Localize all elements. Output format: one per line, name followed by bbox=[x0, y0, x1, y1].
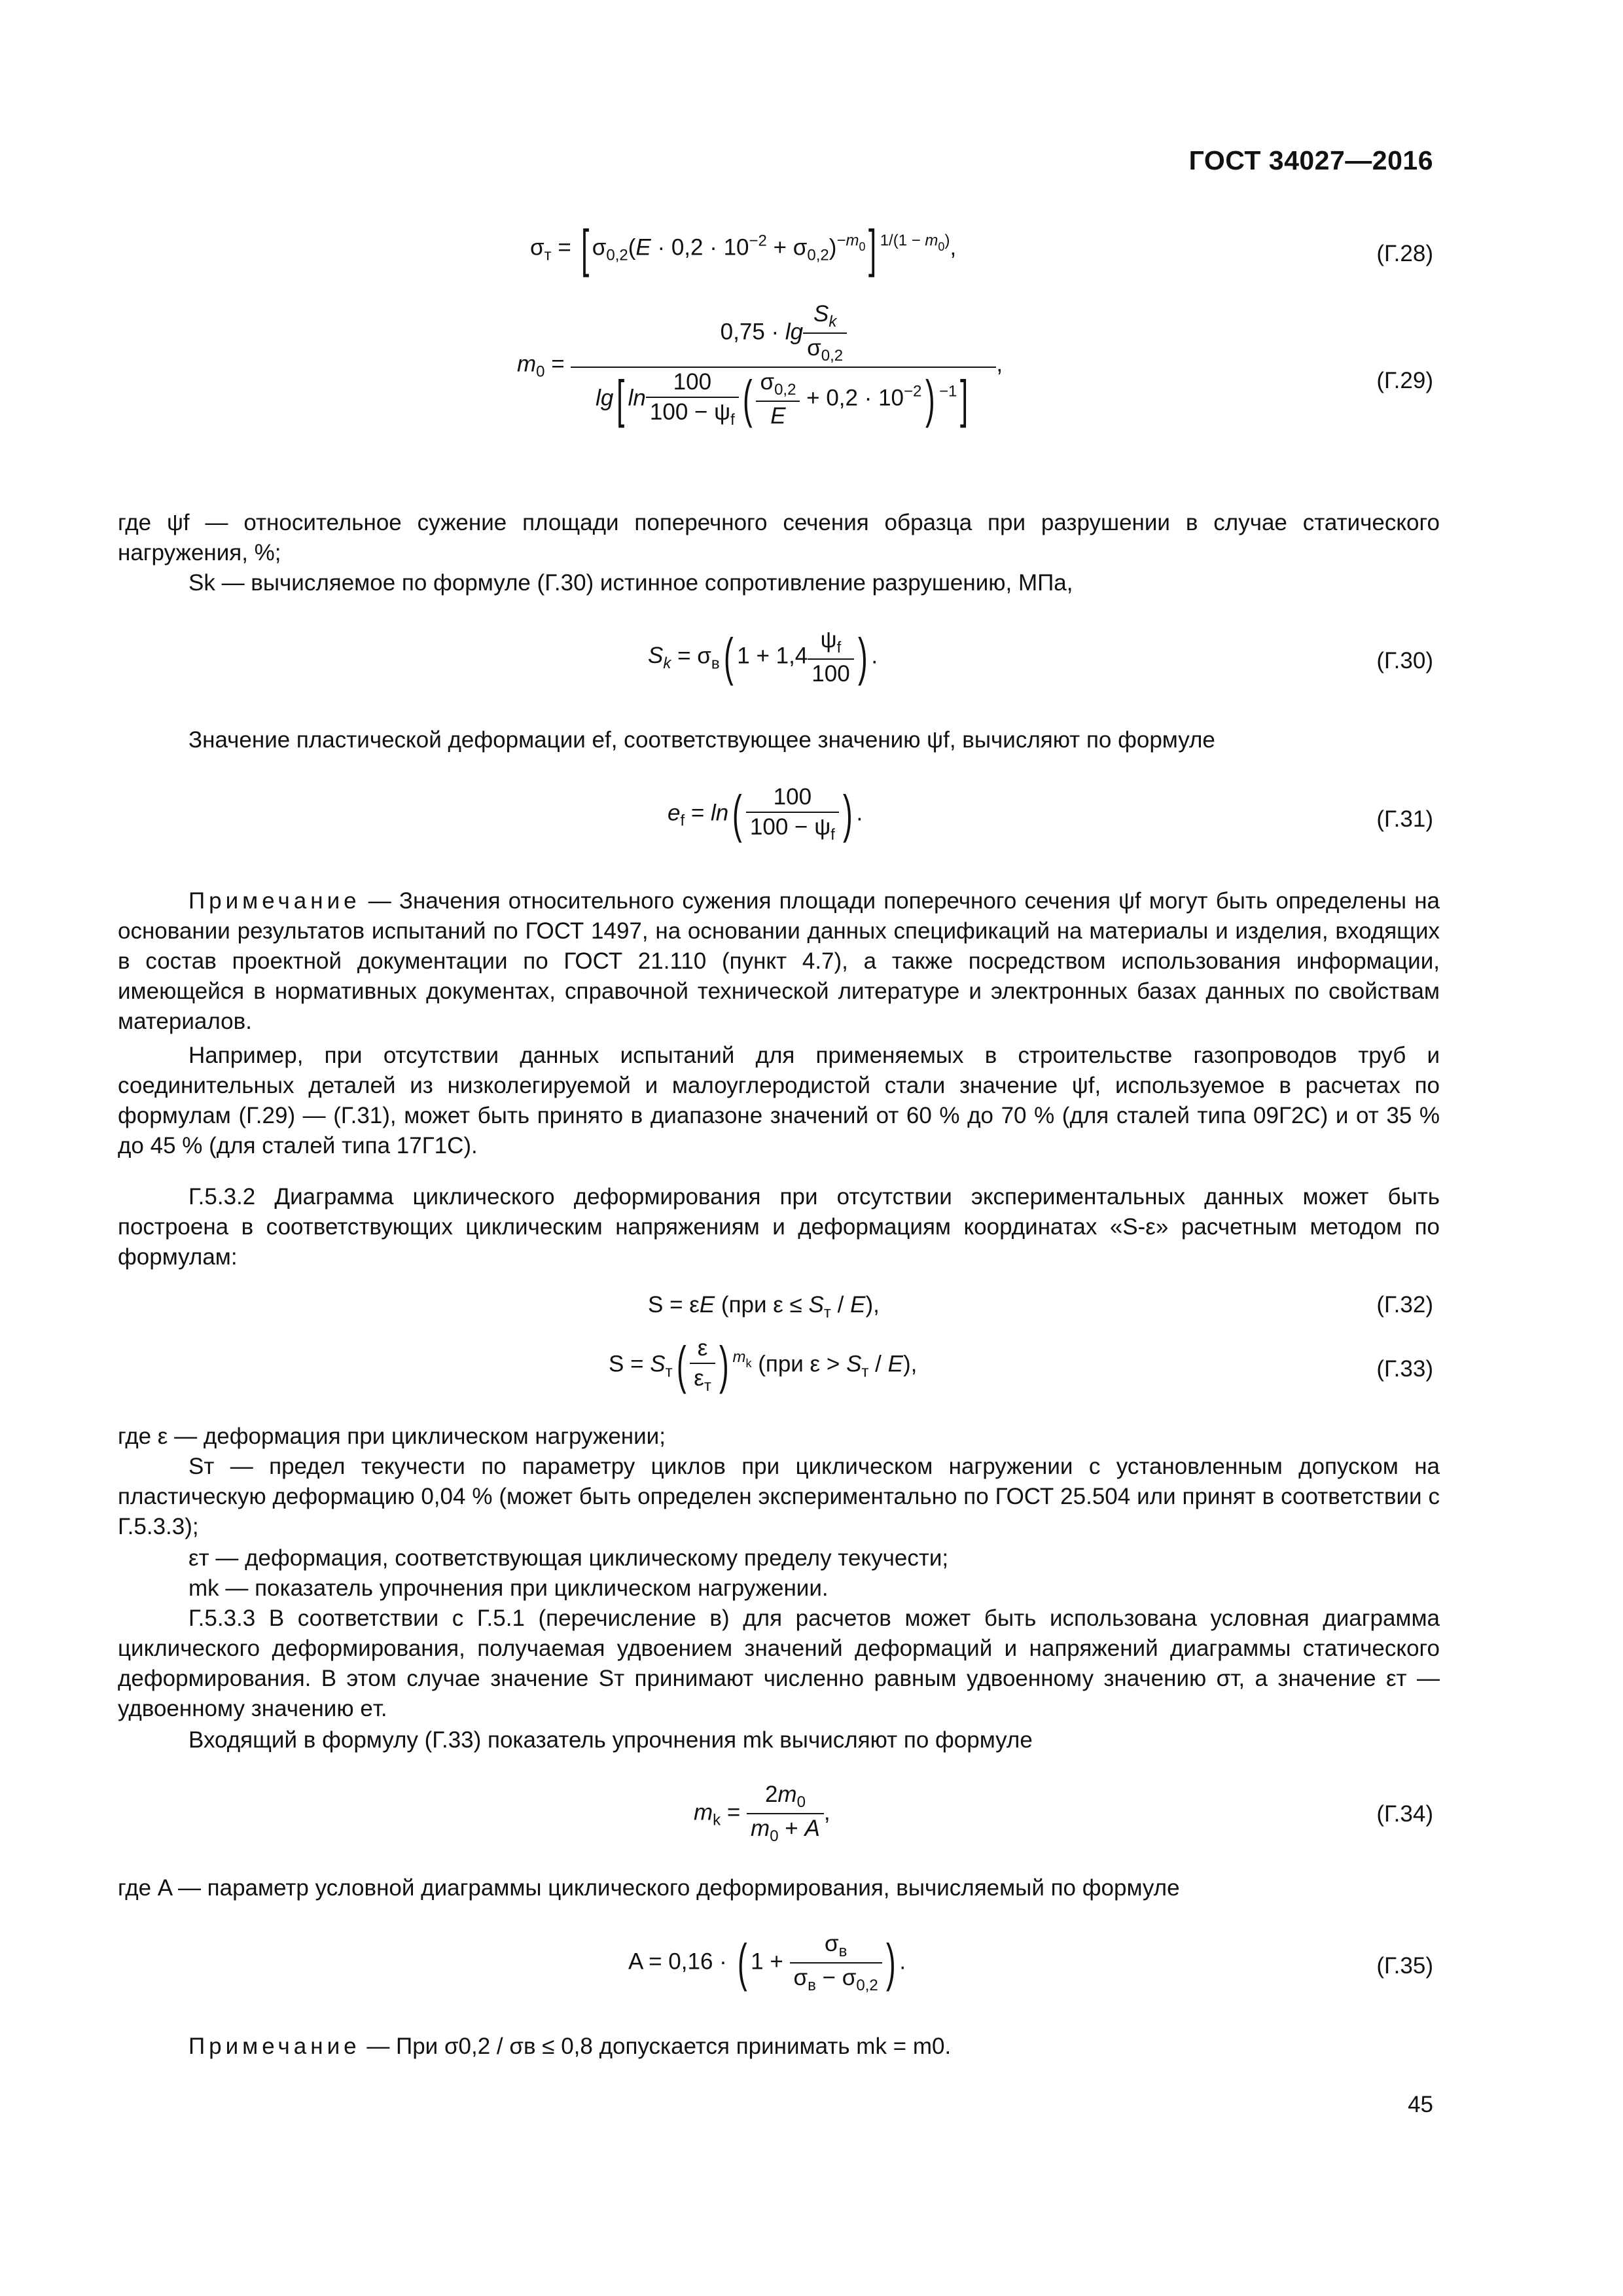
note-1-text: — Значения относительного сужения площади поперечного сечения ψf могут быть определены на основании результатов испытаний по ГОСТ 1497, на основании данных спецификаций на материалы и изделия, входящих в состав проектной документации по ГОСТ 21.110 (пункт 4.7), а также посредством использования информации, имеющейся в нормативных документах, справочной технической литературе и электронных базах данных по свойствам материалов. bbox=[118, 888, 1440, 1034]
paragraph-g533: Г.5.3.3 В соответствии с Г.5.1 (перечисление в) для расчетов может быть использована условная диаграмма циклического деформирования, получаемая удвоением значений деформаций и напряжений диаграммы статического деформирования. В этом случае значение Sт принимают численно равным удвоенному значению σт, а значение εт — удвоенному значению eт. bbox=[118, 1605, 1440, 1721]
note-2-label: Примечание bbox=[188, 2034, 361, 2059]
paragraph-where-A: где A — параметр условной диаграммы циклического деформирования, вычисляемый по формуле bbox=[118, 1875, 1180, 1901]
formula-g35: A = 0,16 · ( 1 + $\frac{\sigma_в}{\sigma_в - \sigma_{0,2}}$ ) . bbox=[628, 1931, 906, 1994]
paragraph-st-definition: Sт — предел текучести по параметру циклов при циклическом нагружении с установленным допуском на пластическую деформацию 0,04 % (может быть определен экспериментально по ГОСТ 25.504 или принят в соответствии с Г.5.3.3); bbox=[118, 1454, 1440, 1539]
note-1-label: Примечание bbox=[188, 888, 361, 914]
note-2-text: — При σ0,2 / σв ≤ 0,8 допускается принимать mk = m0. bbox=[360, 2034, 952, 2059]
equation-number-g28: (Г.28) bbox=[1376, 241, 1433, 266]
formula-g30: $S_k = \sigma_в$( 1 + 1,4 $\frac{\psi_f}{100}$ ) . bbox=[648, 627, 878, 687]
equation-number-g30: (Г.30) bbox=[1376, 648, 1433, 673]
formula-g29: $m_0$ = 0,75 · lg $\frac{S_k}{\sigma_{0,2}}$ lg[ ln $\frac{100}{100 - \psi_f}$ ( $\frac{\sigma_{0,2}}{E}$ + $0,2 \cdot 10^{-2}$) $^{-1}$] , bbox=[517, 301, 1003, 429]
formula-g34: $m_k$ = $\frac{2m_0}{m_0 + A}$ , bbox=[694, 1782, 830, 1845]
paragraph-g532: Г.5.3.2 Диаграмма циклического деформирования при отсутствии экспериментальных данных может быть построена в соответствующих циклическим напряжениям и деформациям координатах «S-ε» расчетным методом по формулам: bbox=[118, 1184, 1440, 1270]
equation-number-g35: (Г.35) bbox=[1376, 1953, 1433, 1979]
equation-number-g31: (Г.31) bbox=[1376, 806, 1433, 832]
paragraph-ef-intro: Значение пластической деформации ef, соответствующее значению ψf, вычисляют по формуле bbox=[188, 727, 1215, 753]
note-1 bbox=[118, 886, 1440, 1037]
formula-g32: S = εE (при $\varepsilon \le S_т / E$), bbox=[648, 1292, 880, 1321]
paragraph-where-eps: где ε — деформация при циклическом нагружении; bbox=[118, 1424, 666, 1449]
paragraph-where-psi: где ψf — относительное сужение площади поперечного сечения образца при разрушении в случае статического нагружения, %; bbox=[118, 510, 1440, 565]
page-header-standard: ГОСТ 34027—2016 bbox=[1188, 145, 1433, 175]
equation-number-g34: (Г.34) bbox=[1376, 1801, 1433, 1827]
formula-g33: $S = S_т$( $\frac{\varepsilon}{\varepsilon_т}$ ) $^{m_k}$ (при $\varepsilon > S_т / E$), bbox=[609, 1335, 918, 1395]
page-number: 45 bbox=[1408, 2092, 1433, 2117]
paragraph-example: Например, при отсутствии данных испытаний для применяемых в строительстве газопроводов труб и соединительных деталей из низколегируемой и малоуглеродистой стали значение ψf, используемое в расчетах по формулам (Г.29) — (Г.31), может быть принято в диапазоне значений от 60 % до 70 % (для сталей типа 09Г2С) и от 35 % до 45 % (для сталей типа 17Г1С). bbox=[118, 1043, 1440, 1158]
formula-g31: $e_f = \ln$( $\frac{100}{100 - \psi_f}$ ) . bbox=[668, 784, 863, 844]
equation-number-g33: (Г.33) bbox=[1376, 1356, 1433, 1382]
equation-number-g32: (Г.32) bbox=[1376, 1292, 1433, 1318]
paragraph-sk-definition: Sk — вычисляемое по формуле (Г.30) истинное сопротивление разрушению, МПа, bbox=[188, 570, 1073, 596]
note-2 bbox=[118, 2032, 1440, 2062]
paragraph-mk-definition: mk — показатель упрочнения при циклическом нагружении. bbox=[188, 1575, 829, 1601]
paragraph-mk-intro: Входящий в формулу (Г.33) показатель упрочнения mk вычисляют по формуле bbox=[188, 1727, 1033, 1753]
paragraph-epst-definition: εт — деформация, соответствующая циклическому пределу текучести; bbox=[188, 1545, 949, 1571]
formula-g28: $\sigma_т$ = [ $\sigma_{0,2}(E \cdot 0,2 \cdot 10^{-2} + \sigma_{0,2})^{-m_0}$] $^{1/(1 - m_0)}$, bbox=[530, 219, 957, 278]
equation-number-g29: (Г.29) bbox=[1376, 368, 1433, 393]
